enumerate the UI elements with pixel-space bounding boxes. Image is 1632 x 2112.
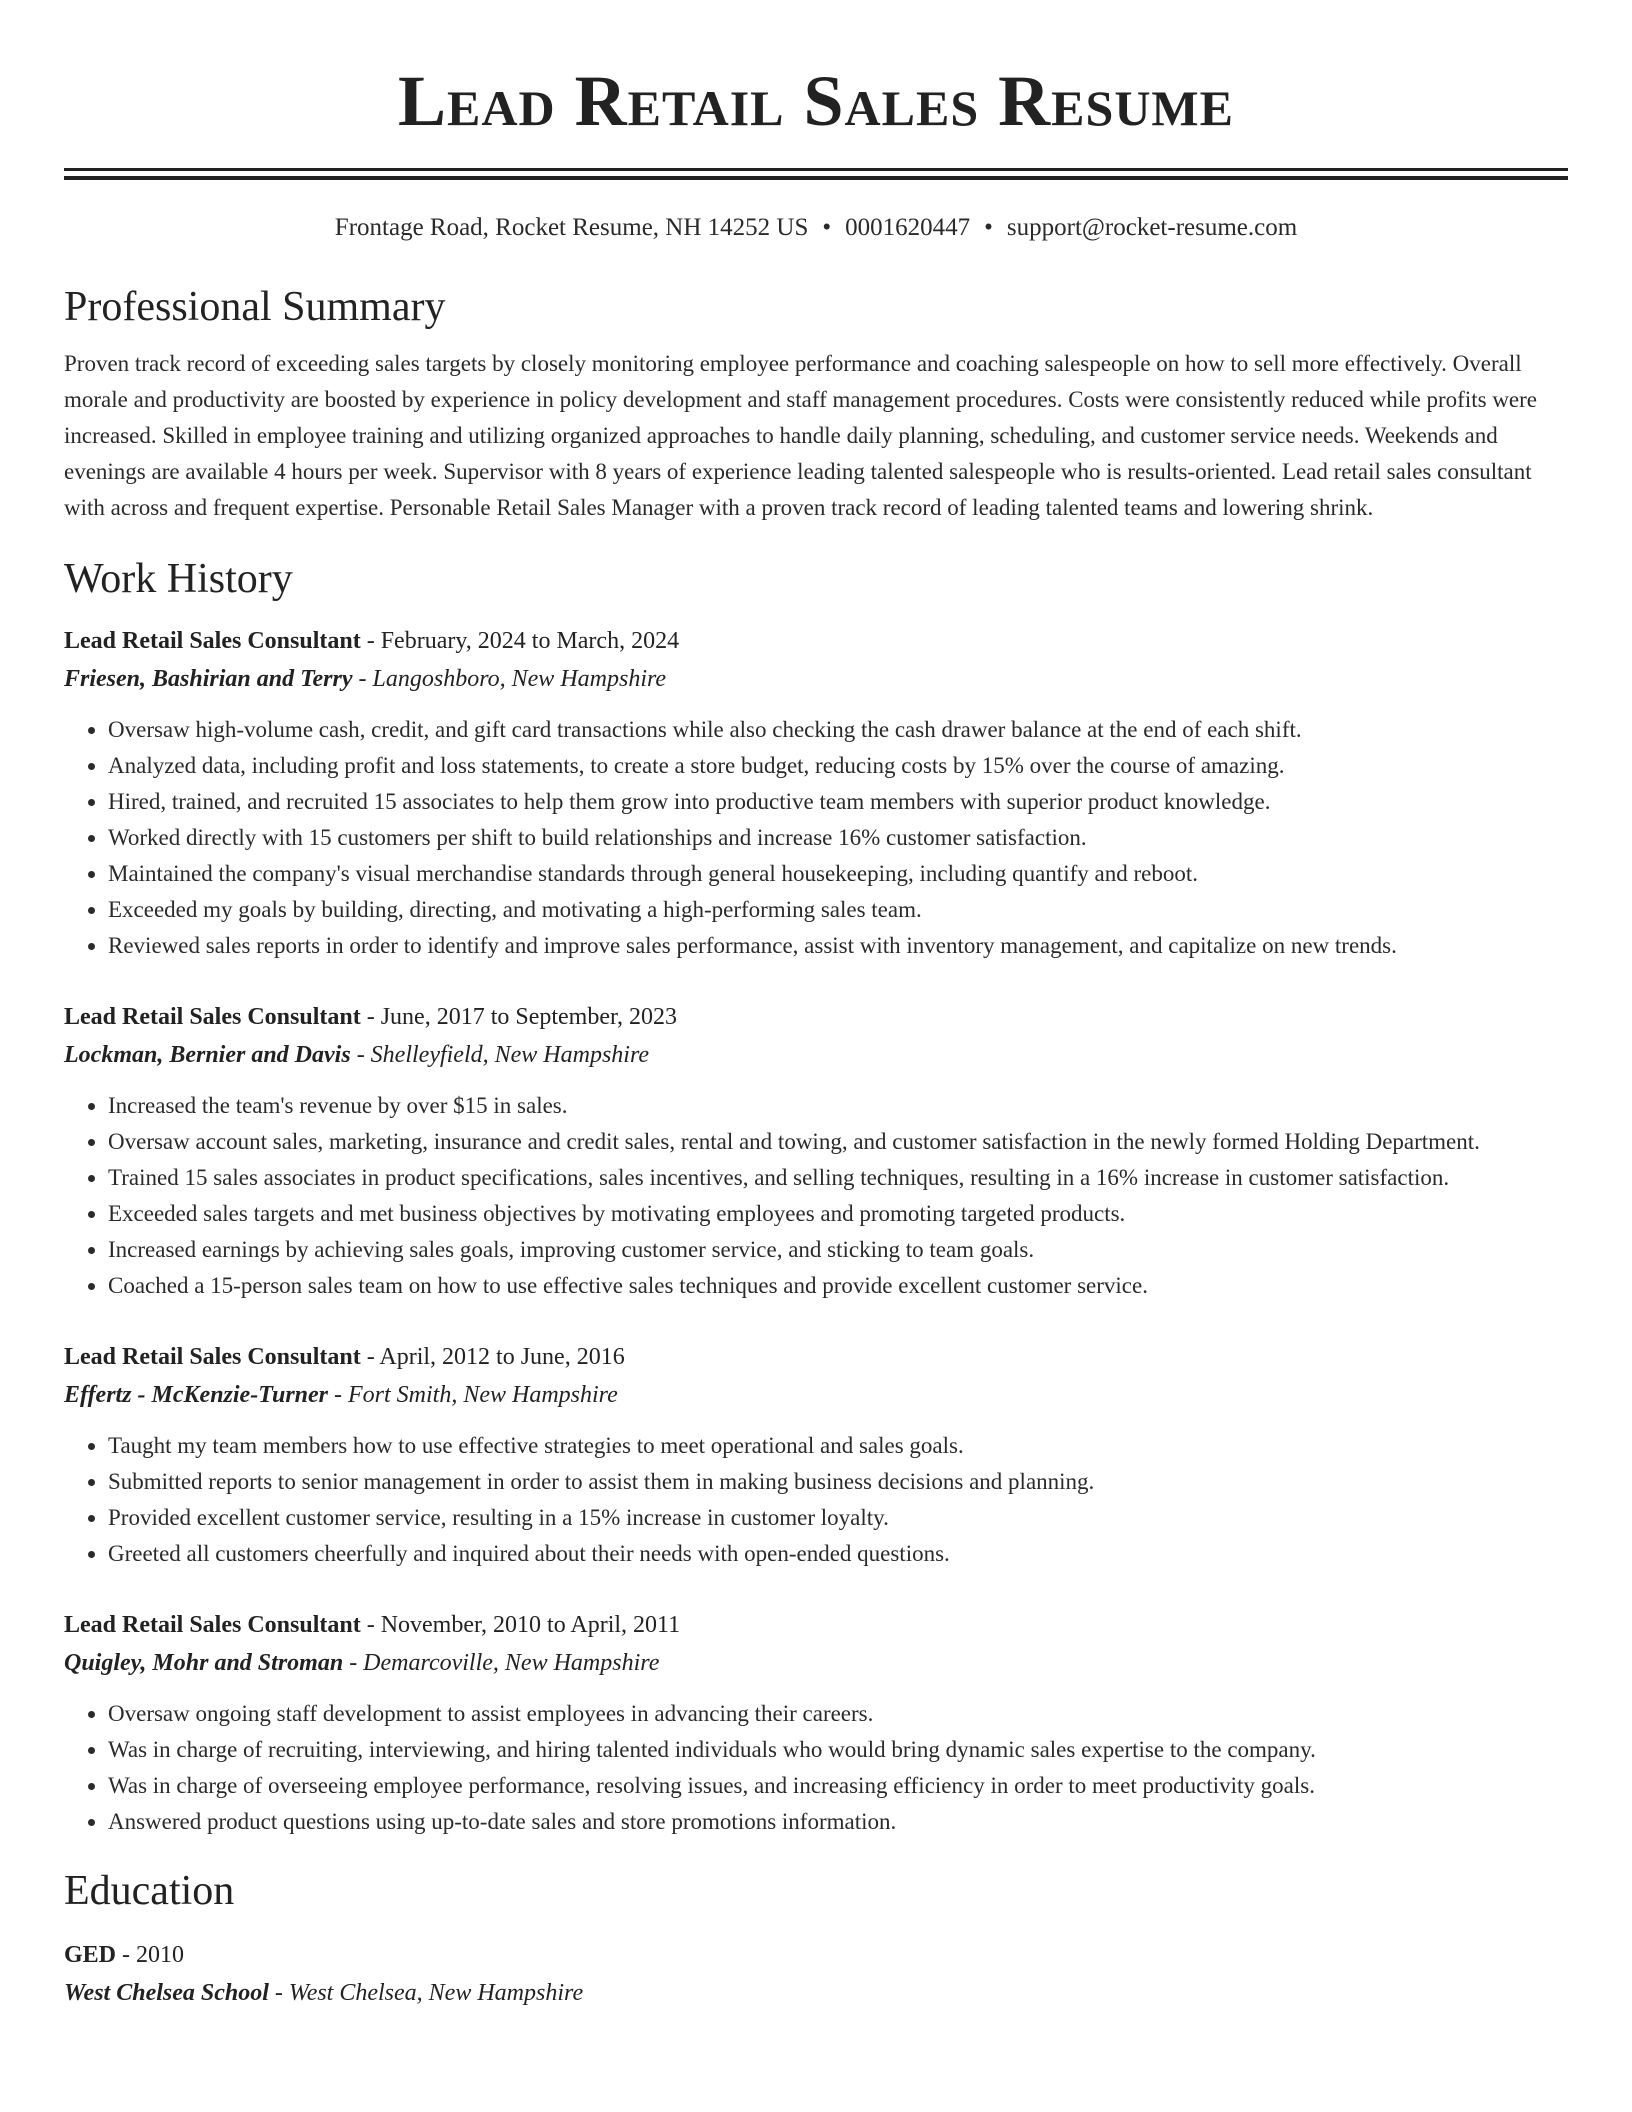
education-year: - 2010 xyxy=(116,1942,185,1968)
job-bullet: • Oversaw ongoing staff development to assist employees in advancing their careers. xyxy=(108,1696,1568,1732)
education-degree-line xyxy=(64,1936,1568,1974)
job-bullet: • Trained 15 sales associates in product specifications, sales incentives, and selling techniques, resulting in a 16% increase in customer satisfaction. xyxy=(108,1160,1568,1196)
job-bullet-list xyxy=(64,1088,1568,1304)
job-dates: - June, 2017 to September, 2023 xyxy=(360,1004,678,1030)
education-school-line xyxy=(64,1974,1568,2012)
job-dates: - April, 2012 to June, 2016 xyxy=(360,1344,625,1370)
contact-separator: • xyxy=(822,214,832,241)
job-bullet-list xyxy=(64,1428,1568,1572)
job-bullet: • Was in charge of overseeing employee performance, resolving issues, and increasing efficiency in order to meet productivity goals. xyxy=(108,1768,1568,1804)
job-bullet: • Reviewed sales reports in order to identify and improve sales performance, assist with inventory management, and capitalize on new trends. xyxy=(108,928,1568,964)
job-entry xyxy=(64,1606,1568,1840)
job-bullet: • Increased the team's revenue by over $15 in sales. xyxy=(108,1088,1568,1124)
job-entry xyxy=(64,998,1568,1304)
job-location: - Shelleyfield, New Hampshire xyxy=(350,1042,650,1068)
job-role: Lead Retail Sales Consultant xyxy=(64,1344,361,1370)
job-entry xyxy=(64,622,1568,964)
job-location: - Langoshboro, New Hampshire xyxy=(352,666,667,692)
job-bullet-list xyxy=(64,1696,1568,1840)
job-bullet: • Submitted reports to senior management in order to assist them in making business decisions and planning. xyxy=(108,1464,1568,1500)
education-location: - West Chelsea, New Hampshire xyxy=(268,1980,584,2006)
contact-email: support@rocket-resume.com xyxy=(1006,214,1298,241)
job-title-line xyxy=(64,1338,1568,1376)
job-company-line xyxy=(64,1644,1568,1682)
summary-text: Proven track record of exceeding sales targets by closely monitoring employee performance and coaching salespeople on how to sell more effectively. Overall morale and productivity are boosted by experience in policy development and staff management procedures. Costs were consistently reduced while profits were increased. Skilled in employee training and utilizing organized approaches to handle daily planning, scheduling, and customer service needs. Weekends and evenings are available 4 hours per week. Supervisor with 8 years of experience leading talented salespeople who is results-oriented. Lead retail sales consultant with across and frequent expertise. Personable Retail Sales Manager with a proven track record of leading talented teams and lowering shrink. xyxy=(64,351,1538,520)
job-bullet: • Worked directly with 15 customers per shift to build relationships and increase 16% customer satisfaction. xyxy=(108,820,1568,856)
contact-line xyxy=(64,212,1568,244)
job-dates: - November, 2010 to April, 2011 xyxy=(360,1612,681,1638)
summary-heading: Professional Summary xyxy=(64,284,446,330)
job-title-line xyxy=(64,1606,1568,1644)
education-entry xyxy=(64,1936,1568,2012)
job-company-line xyxy=(64,660,1568,698)
job-role: Lead Retail Sales Consultant xyxy=(64,628,361,654)
title-double-rule xyxy=(64,168,1568,180)
job-bullet: • Exceeded sales targets and met business objectives by motivating employees and promoting targeted products. xyxy=(108,1196,1568,1232)
contact-address: Frontage Road, Rocket Resume, NH 14252 US xyxy=(334,214,809,241)
contact-separator: • xyxy=(984,214,993,241)
job-bullet: • Answered product questions using up-to-date sales and store promotions information. xyxy=(108,1804,1568,1840)
job-company-line xyxy=(64,1036,1568,1074)
education-school: West Chelsea School xyxy=(64,1980,269,2006)
job-bullet: • Hired, trained, and recruited 15 associates to help them grow into productive team members with superior product knowledge. xyxy=(108,784,1568,820)
work-history-heading: Work History xyxy=(64,556,293,602)
job-company: Lockman, Bernier and Davis xyxy=(64,1042,351,1068)
contact-phone: 0001620447 xyxy=(845,214,971,241)
resume-title: Lead Retail Sales Resume xyxy=(398,61,1234,141)
education-degree: GED xyxy=(64,1942,117,1968)
job-role: Lead Retail Sales Consultant xyxy=(64,1612,361,1638)
job-bullet: • Oversaw account sales, marketing, insurance and credit sales, rental and towing, and customer satisfaction in the newly formed Holding Department. xyxy=(108,1124,1568,1160)
job-bullet: • Coached a 15-person sales team on how to use effective sales techniques and provide excellent customer service. xyxy=(108,1268,1568,1304)
job-bullet: • Was in charge of recruiting, interviewing, and hiring talented individuals who would bring dynamic sales expertise to the company. xyxy=(108,1732,1568,1768)
job-title-line xyxy=(64,622,1568,660)
job-title-line xyxy=(64,998,1568,1036)
job-entry xyxy=(64,1338,1568,1572)
education-heading: Education xyxy=(64,1868,235,1914)
job-bullet: • Exceeded my goals by building, directing, and motivating a high-performing sales team. xyxy=(108,892,1568,928)
job-location: - Demarcoville, New Hampshire xyxy=(343,1650,660,1676)
job-bullet: • Greeted all customers cheerfully and inquired about their needs with open-ended questions. xyxy=(108,1536,1568,1572)
job-bullet: • Oversaw high-volume cash, credit, and gift card transactions while also checking the cash drawer balance at the end of each shift. xyxy=(108,712,1568,748)
job-bullet: • Taught my team members how to use effective strategies to meet operational and sales goals. xyxy=(108,1428,1568,1464)
job-dates: - February, 2024 to March, 2024 xyxy=(360,628,680,654)
job-role: Lead Retail Sales Consultant xyxy=(64,1004,361,1030)
job-bullet: • Maintained the company's visual merchandise standards through general housekeeping, including quantify and reboot. xyxy=(108,856,1568,892)
job-bullet: • Increased earnings by achieving sales goals, improving customer service, and sticking to team goals. xyxy=(108,1232,1568,1268)
job-bullet-list xyxy=(64,712,1568,964)
job-company: Friesen, Bashirian and Terry xyxy=(64,666,353,692)
job-bullet: • Analyzed data, including profit and loss statements, to create a store budget, reducing costs by 15% over the course of amazing. xyxy=(108,748,1568,784)
job-company: Effertz - McKenzie-Turner xyxy=(64,1382,328,1408)
job-bullet: • Provided excellent customer service, resulting in a 15% increase in customer loyalty. xyxy=(108,1500,1568,1536)
job-location: - Fort Smith, New Hampshire xyxy=(328,1382,618,1408)
job-company-line xyxy=(64,1376,1568,1414)
job-company: Quigley, Mohr and Stroman xyxy=(64,1650,344,1676)
